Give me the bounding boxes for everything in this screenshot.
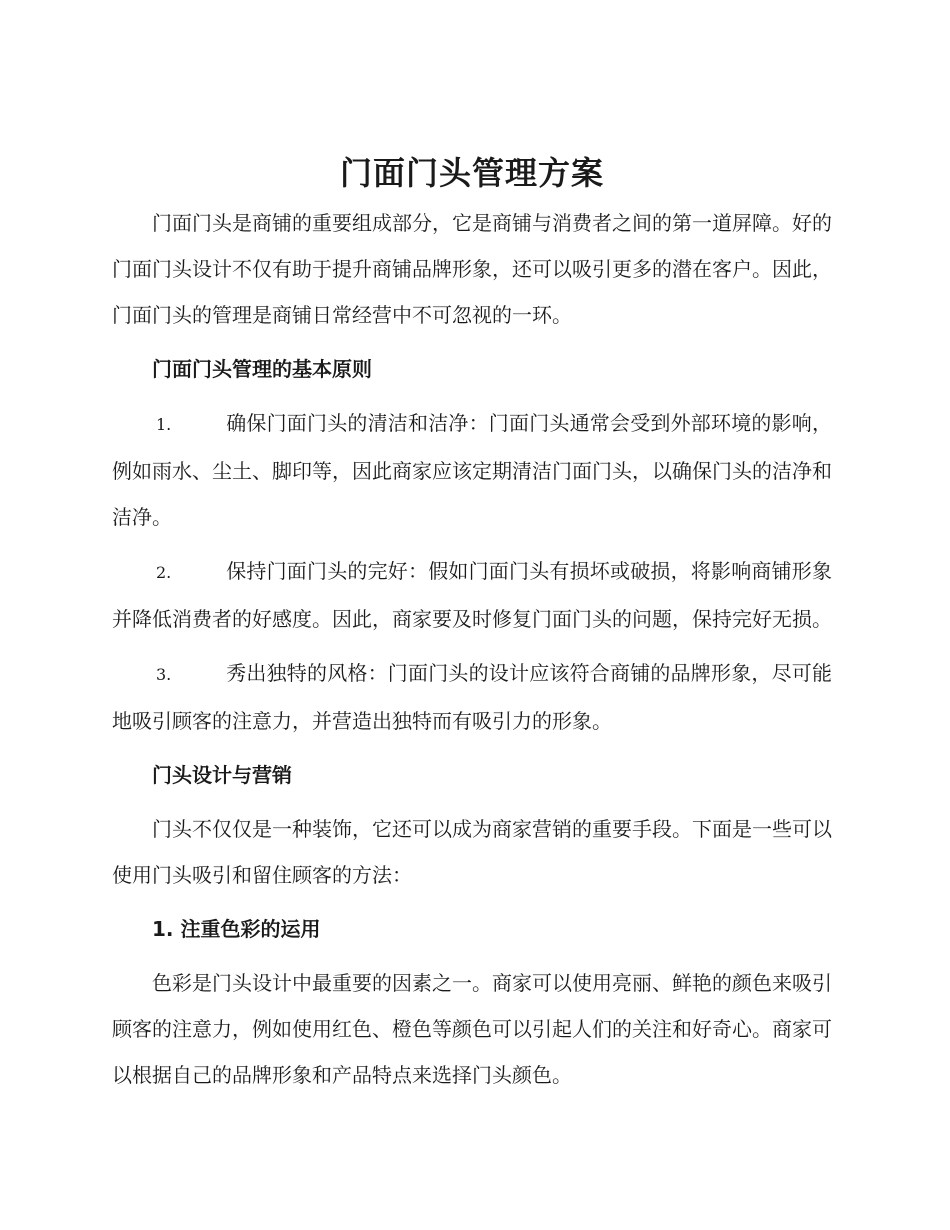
principle-item-2 <box>112 548 832 642</box>
principle-item-3 <box>112 650 832 744</box>
section-heading-design-marketing: 门头设计与营销 <box>152 763 292 787</box>
color-paragraph: 色彩是门头设计中最重要的因素之一。商家可以使用亮丽、鲜艳的颜色来吸引顾客的注意力，例如使用红色、橙色等颜色可以引起人们的关注和好奇心。商家可以根据自己的品牌形象和产品特点来选择门头颜色。 <box>112 971 832 1087</box>
design-marketing-paragraph: 门头不仅仅是一种装饰，它还可以成为商家营销的重要手段。下面是一些可以使用门头吸引和留住顾客的方法： <box>112 817 832 887</box>
document-body <box>112 150 832 1106</box>
principle-item-1 <box>112 400 832 540</box>
list-number: 1. <box>156 415 172 434</box>
list-text: 保持门面门头的完好：假如门面门头有损坏或破损，将影响商铺形象并降低消费者的好感度。因此，商家要及时修复门面门头的问题，保持完好无损。 <box>112 559 832 631</box>
list-text: 确保门面门头的清洁和洁净：门面门头通常会受到外部环境的影响，例如雨水、尘土、脚印等，因此商家应该定期清洁门面门头，以确保门头的洁净和洁净。 <box>112 411 832 529</box>
intro-paragraph: 门面门头是商铺的重要组成部分，它是商铺与消费者之间的第一道屏障。好的门面门头设计不仅有助于提升商铺品牌形象，还可以吸引更多的潜在客户。因此，门面门头的管理是商铺日常经营中不可忽视的一环。 <box>112 211 832 327</box>
list-number: 3. <box>156 665 172 684</box>
subsection-heading-color: 1. 注重色彩的运用 <box>152 917 321 941</box>
list-text: 秀出独特的风格：门面门头的设计应该符合商铺的品牌形象，尽可能地吸引顾客的注意力，并营造出独特而有吸引力的形象。 <box>112 661 832 733</box>
section-heading-principles: 门面门头管理的基本原则 <box>152 357 372 381</box>
list-number: 2. <box>156 563 172 582</box>
document-title: 门面门头管理方案 <box>339 154 604 192</box>
